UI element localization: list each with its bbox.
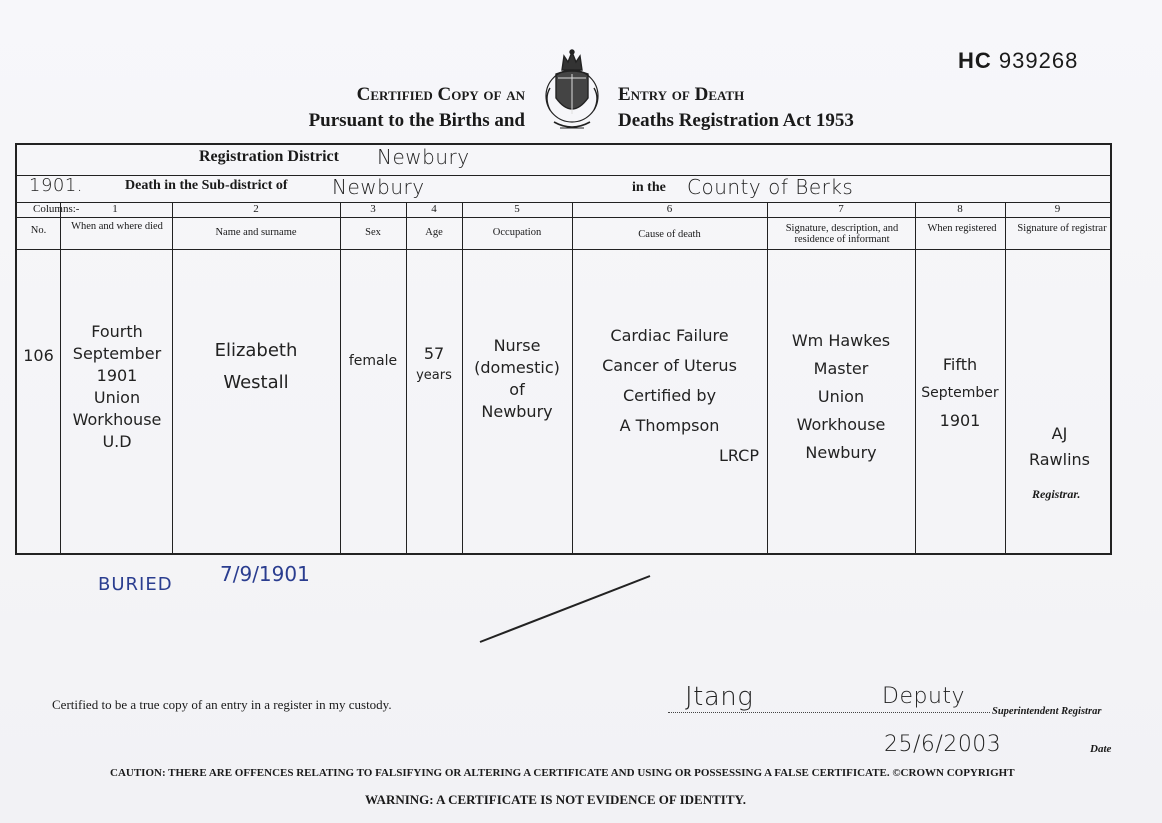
- entry-year: 1901.: [29, 175, 84, 196]
- header-age: Age: [425, 227, 443, 238]
- col-divider: [60, 203, 61, 553]
- col-number-3: 3: [370, 203, 376, 215]
- county-label: in the: [632, 180, 666, 195]
- warning-text: WARNING: A CERTIFICATE IS NOT EVIDENCE OF IDENTITY.: [365, 792, 746, 807]
- entry-informant: Wm Hawkes Master Union Workhouse Newbury: [791, 331, 891, 462]
- col-number-9: 9: [1054, 203, 1061, 215]
- header-cause: Cause of death: [638, 229, 701, 240]
- subdistrict-label: Death in the Sub-district of: [125, 178, 288, 193]
- entry-when-registered: Fifth September 1901: [921, 355, 999, 430]
- buried-annotation: BURIED: [98, 574, 173, 595]
- entry-age: 57 years: [416, 344, 452, 383]
- county-value: County of Berks: [687, 175, 854, 199]
- date-label: Date: [1090, 743, 1112, 755]
- header-right: [618, 82, 918, 134]
- col-number-2: 2: [253, 203, 259, 215]
- header-left-line2: Pursuant to the Births and: [308, 110, 525, 131]
- header-informant: Signature, description, and residence of informant: [785, 223, 899, 245]
- superintendent-label: Superintendent Registrar: [992, 706, 1102, 717]
- caution-text: CAUTION: THERE ARE OFFENCES RELATING TO FALSIFYING OR ALTERING A CERTIFICATE AND USING OR POSSESSING A FALSE CERTIFICATE. ©CROWN COPYRIGHT: [110, 767, 1015, 779]
- header-no: No.: [30, 225, 47, 236]
- col-number-5: 5: [514, 203, 520, 215]
- entry-name: Elizabeth Westall: [214, 340, 298, 393]
- col-number-4: 4: [431, 203, 437, 215]
- rule: [17, 217, 1110, 218]
- col-number-8: 8: [957, 203, 963, 215]
- certified-statement: Certified to be a true copy of an entry in a register in my custody.: [52, 697, 392, 712]
- buried-date: 7/9/1901: [220, 562, 310, 586]
- district-value: Newbury: [377, 145, 470, 169]
- entry-sex: female: [348, 353, 398, 369]
- issue-date: 25/6/2003: [884, 732, 1002, 757]
- col-number-7: 7: [838, 203, 844, 215]
- deputy-signature: Deputy: [882, 684, 966, 709]
- header-left-line1: Certified Copy of an: [356, 84, 525, 105]
- serial-number: HC 939268: [958, 48, 1079, 73]
- entry-occupation: Nurse (domestic) of Newbury: [474, 336, 560, 421]
- rule: [17, 249, 1110, 250]
- rule: [17, 175, 1110, 176]
- register-table: [15, 143, 1112, 555]
- col-number-1: 1: [112, 203, 118, 215]
- col-number-6: 6: [666, 203, 673, 215]
- signature-line: [668, 712, 990, 713]
- registrar-label: Registrar.: [1032, 487, 1081, 501]
- col-divider: [340, 203, 341, 553]
- columns-label: Columns:-: [33, 203, 80, 215]
- header-when-where: When and where died: [71, 221, 163, 232]
- entry-when-where: Fourth September 1901 Union Workhouse U.D: [72, 322, 162, 451]
- officer-signature: Jtang: [685, 682, 754, 712]
- district-label: Registration District: [199, 148, 339, 165]
- entry-registrar: AJ Rawlins: [1028, 424, 1091, 469]
- cancel-stroke: [470, 570, 660, 650]
- header-when-registered: When registered: [927, 223, 997, 234]
- header-left: [240, 82, 525, 134]
- subdistrict-value: Newbury: [332, 175, 425, 199]
- col-divider: [1005, 203, 1006, 553]
- header-right-line1: Entry of Death: [618, 84, 745, 105]
- header-right-line2: Deaths Registration Act 1953: [618, 110, 854, 131]
- entry-no: 106: [23, 346, 54, 365]
- royal-crest-icon: [540, 48, 604, 140]
- header-name: Name and surname: [215, 227, 297, 238]
- header-sex: Sex: [365, 227, 381, 238]
- entry-cause: Cardiac Failure Cancer of Uterus Certified by A Thompson LRCP: [602, 326, 759, 465]
- header-occupation: Occupation: [492, 227, 542, 238]
- header-registrar: Signature of registrar: [1017, 223, 1107, 234]
